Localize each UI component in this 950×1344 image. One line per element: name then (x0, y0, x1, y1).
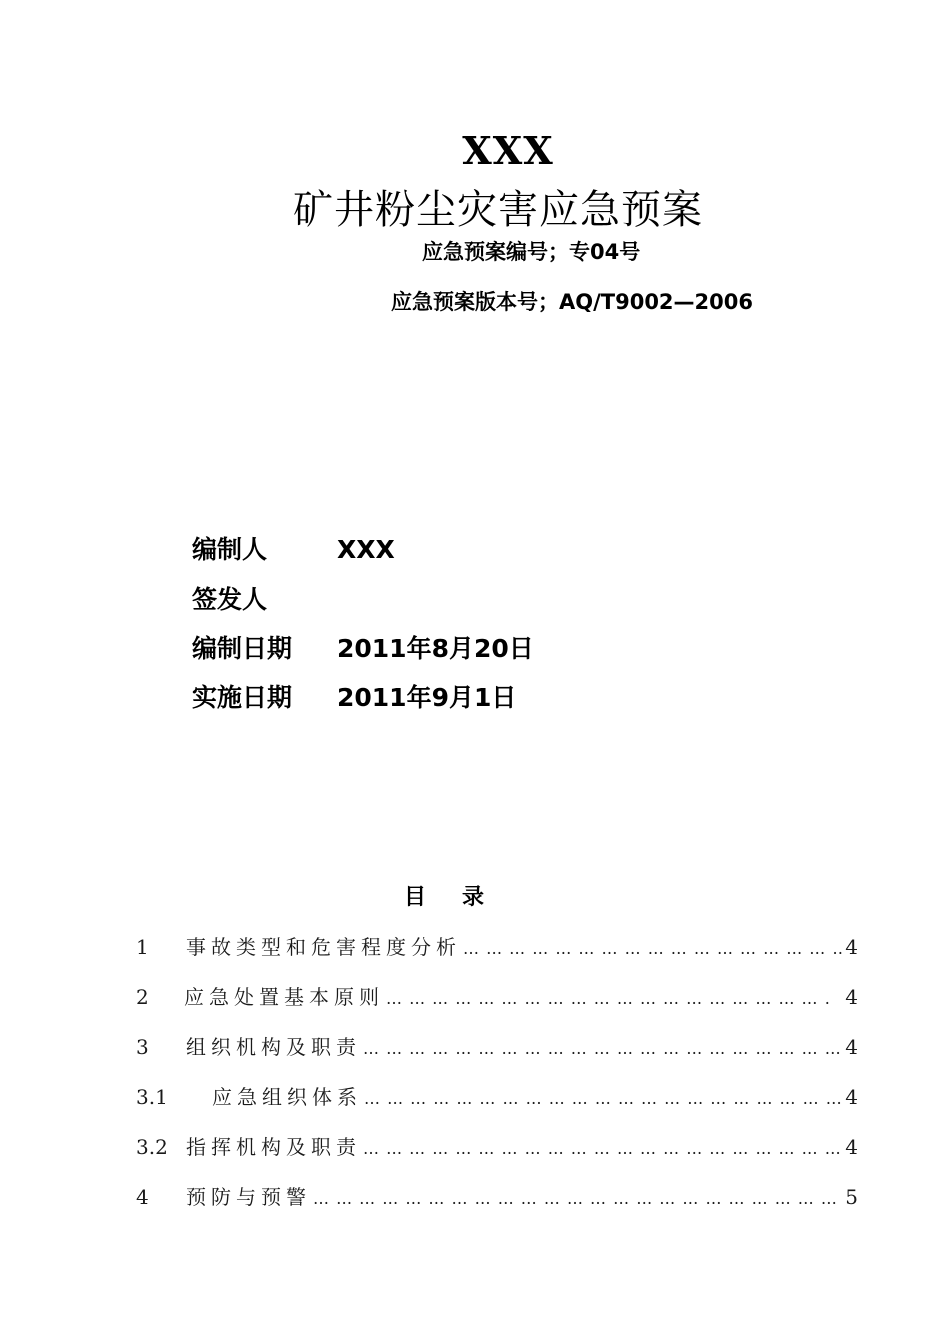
issuer-label: 签发人 (192, 585, 268, 614)
toc-item-title: 指挥机构及职责 (186, 1135, 361, 1159)
toc-item-number: 3.2 (136, 1135, 168, 1159)
toc-item-page: 4 (845, 985, 858, 1009)
toc-leader-dots (313, 1179, 843, 1219)
compiler-value: XXX (337, 535, 395, 564)
toc-item-number: 2 (136, 985, 149, 1009)
compile-date-value: 2011年8月20日 (337, 634, 534, 663)
toc-leader-dots (363, 1129, 843, 1169)
compile-date-row (192, 629, 534, 669)
compiler-label: 编制人 (192, 535, 268, 564)
organization-name: XXX (462, 128, 554, 173)
toc-item-page: 4 (845, 1085, 858, 1109)
effective-date-row (192, 678, 516, 718)
toc-item-title: 应急组织体系 (212, 1085, 362, 1109)
toc-item[interactable] (136, 977, 858, 1027)
plan-number: 应急预案编号；专04号 (422, 240, 641, 264)
toc-item-page: 5 (845, 1185, 858, 1209)
toc-item[interactable] (136, 927, 858, 977)
toc-item[interactable] (136, 1027, 858, 1077)
issuer-row (192, 580, 337, 620)
toc-item[interactable] (136, 1127, 858, 1177)
toc-item[interactable] (136, 1077, 858, 1127)
effective-date-label: 实施日期 (192, 683, 293, 712)
toc-item-number: 3 (136, 1035, 149, 1059)
toc-leader-dots (363, 1029, 843, 1069)
toc-item[interactable] (136, 1177, 858, 1227)
compile-date-label: 编制日期 (192, 634, 293, 663)
toc-leader-dots (463, 929, 843, 969)
toc-item-title: 应急处置基本原则 (184, 985, 384, 1009)
toc-item-page: 4 (845, 1135, 858, 1159)
plan-version: 应急预案版本号；AQ/T9002—2006 (391, 290, 753, 314)
effective-date-value: 2011年9月1日 (337, 683, 517, 712)
toc-item-number: 4 (136, 1185, 149, 1209)
compiler-row (192, 530, 395, 570)
toc-item-page: 4 (845, 1035, 858, 1059)
toc-heading: 目录 (403, 885, 520, 910)
toc-item-title: 事故类型和危害程度分析 (186, 935, 461, 959)
toc-list (136, 927, 858, 1227)
document-title: 矿井粉尘灾害应急预案 (293, 187, 703, 233)
toc-item-title: 预防与预警 (186, 1185, 311, 1209)
toc-item-number: 1 (136, 935, 149, 959)
toc-item-title: 组织机构及职责 (186, 1035, 361, 1059)
toc-leader-dots (386, 979, 831, 1019)
toc-item-number: 3.1 (136, 1085, 168, 1109)
toc-item-page: 4 (845, 935, 858, 959)
toc-leader-dots (364, 1079, 843, 1119)
